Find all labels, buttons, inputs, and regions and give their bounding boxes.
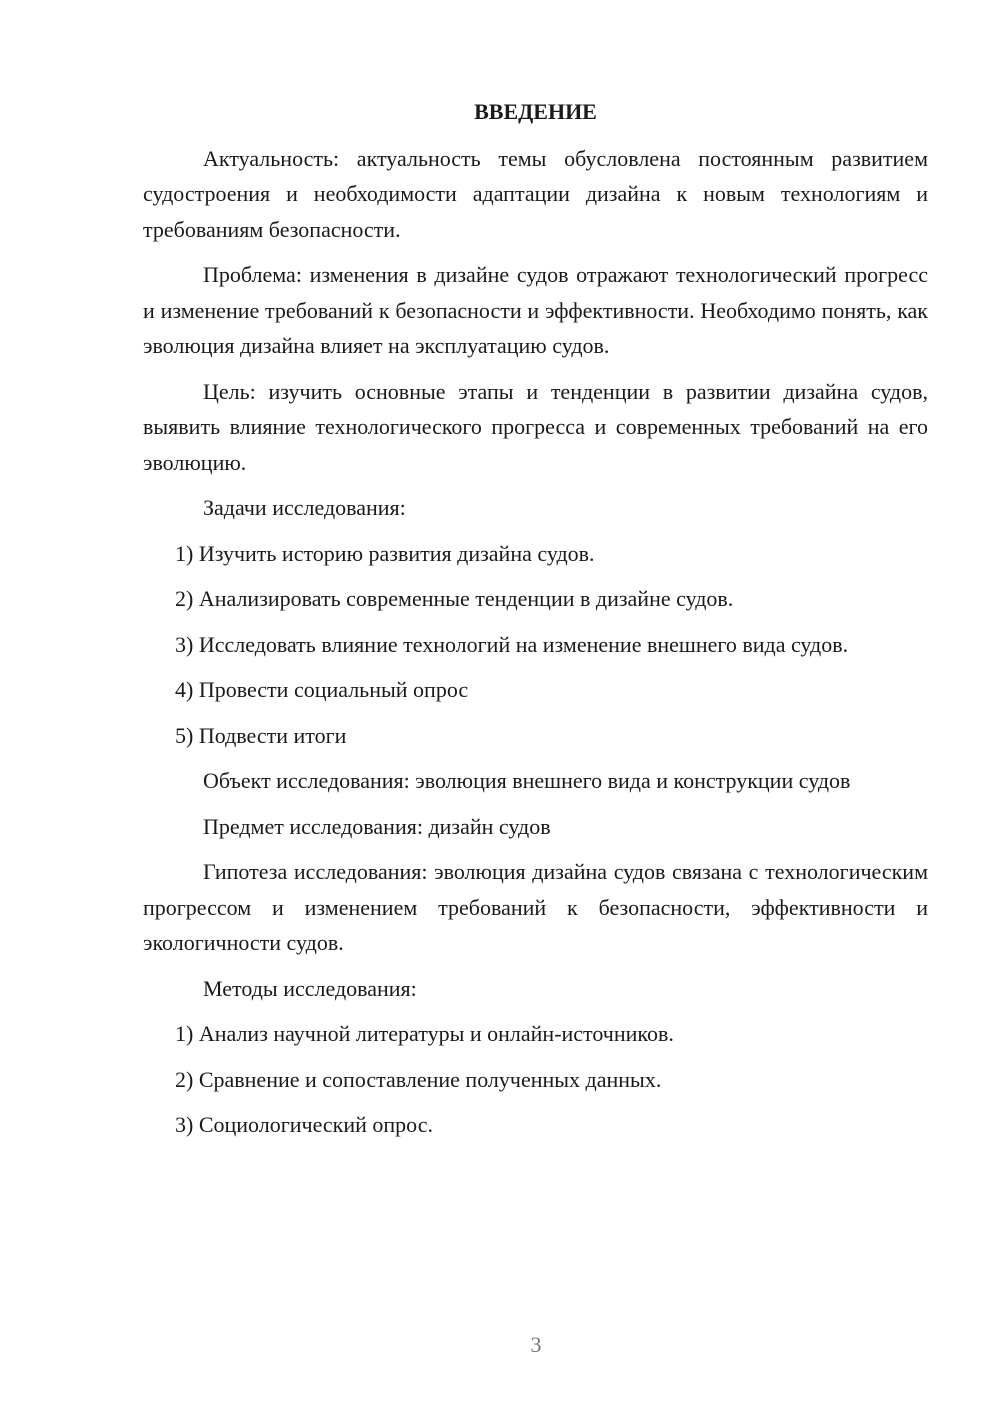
paragraph-hypothesis: Гипотеза исследования: эволюция дизайна судов связана с технологическим прогрессом и изменением требований к безопасности, эффективности и экологичности судов. [143,859,928,955]
paragraph-relevance: Актуальность: актуальность темы обусловлена постоянным развитием судостроения и необходимости адаптации дизайна к новым технологиям и требованиям безопасности. [143,145,928,242]
paragraph-goal: Цель: изучить основные этапы и тенденции в развитии дизайна судов, выявить влияние технологического прогресса и современных требований на его эволюцию. [143,378,928,475]
paragraph-subject: Предмет исследования: дизайн судов [203,813,551,839]
page-content [143,94,928,1153]
page-number: 3 [530,1332,542,1357]
task-item: 4) Провести социальный опрос [175,677,469,702]
task-item: 5) Подвести итоги [175,722,347,748]
method-item: 1) Анализ научной литературы и онлайн-источников. [175,1021,674,1046]
task-item: 2) Анализировать современные тенденции в дизайне судов. [175,586,734,611]
methods-heading: Методы исследования: [203,975,417,1001]
task-item: 3) Исследовать влияние технологий на изменение внешнего вида судов. [175,631,849,657]
task-item: 1) Изучить историю развития дизайна судов. [175,540,595,566]
method-item: 3) Социологический опрос. [175,1112,433,1137]
method-item: 2) Сравнение и сопоставление полученных данных. [175,1066,662,1092]
paragraph-problem: Проблема: изменения в дизайне судов отражают технологический прогресс и изменение требований к безопасности и эффективности. Необходимо понять, как эволюция дизайна влияет на эксплуатацию судов. [143,262,928,358]
tasks-heading: Задачи исследования: [203,495,406,520]
paragraph-object: Объект исследования: эволюция внешнего вида и конструкции судов [203,768,851,793]
page-title: ВВЕДЕНИЕ [474,99,597,124]
